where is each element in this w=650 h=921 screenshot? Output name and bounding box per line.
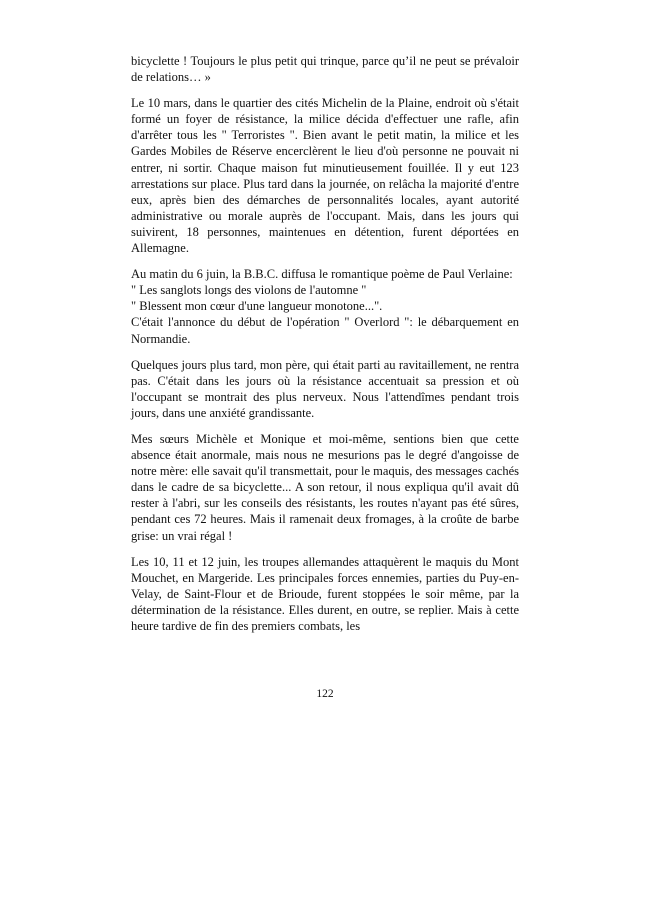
body-text	[131, 53, 519, 644]
paragraph-sisters: Mes sœurs Michèle et Monique et moi-même, sentions bien que cette absence était anormale, mais nous ne mesurions pas le degré d'angoisse de notre mère: elle savait qu'il transmettait, pour le maquis, des messages cachés dans le cadre de sa bicyclette... A son retour, il nous expliqua qu'il avait dû rester à l'abri, sur les conseils des résistants, les routes n'ayant pas été sûres, pendant ces 72 heures. Mais il ramenait deux fromages, à la croûte de barbe grise: un vrai régal !	[131, 431, 519, 543]
paragraph-bbc-verlaine	[131, 266, 519, 346]
bbc-outro: C'était l'annonce du début de l'opération " Overlord ": le débarquement en Normandie.	[131, 315, 519, 346]
verse-line-1: " Les sanglots longs des violons de l'automne "	[131, 283, 367, 298]
paragraph-father-absent: Quelques jours plus tard, mon père, qui était parti au ravitaillement, ne rentra pas. C'était dans les jours où la résistance accentuait sa pression et où l'occupant se montrait des plus nerveux. Nous l'attendîmes pendant trois jours, dans une anxiété grandissante.	[131, 357, 519, 420]
bbc-intro: Au matin du 6 juin, la B.B.C. diffusa le romantique poème de Paul Verlaine:	[131, 267, 513, 282]
paragraph-mont-mouchet: Les 10, 11 et 12 juin, les troupes allemandes attaquèrent le maquis du Mont Mouchet, en Margeride. Les principales forces ennemies, parties du Puy-en-Velay, de Saint-Flour et de Brioude, furent stoppées le soir même, par la détermination de la résistance. Elles durent, en outre, se replier. Mais à cette heure tardive de fin des premiers combats, les	[131, 554, 519, 633]
page-number: 122	[316, 688, 334, 700]
paragraph-bicycle-quote: bicyclette ! Toujours le plus petit qui trinque, parce qu’il ne peut se prévaloir de relations… »	[131, 54, 519, 85]
paragraph-raid: Le 10 mars, dans le quartier des cités Michelin de la Plaine, endroit où s'était formé un foyer de résistance, la milice décida d'effectuer une rafle, afin d'arrêter tous les " Terroristes ". Bien avant le petit matin, la milice et les Gardes Mobiles de Réserve encerclèrent le lieu d'où personne ne pouvait ni entrer, ni sortir. Chaque maison fut minutieusement fouillée. Il y eut 123 arrestations sur place. Plus tard dans la journée, on relâcha la majorité d'entre eux, après bien des démarches de personnalités locales, ayant autorité administrative ou morale auprès de l'occupant. Mais, dans les jours qui suivirent, 18 personnes, maintenues en détention, furent déportées en Allemagne.	[131, 96, 519, 256]
verse-line-2: " Blessent mon cœur d'une langueur monotone...".	[131, 299, 383, 314]
